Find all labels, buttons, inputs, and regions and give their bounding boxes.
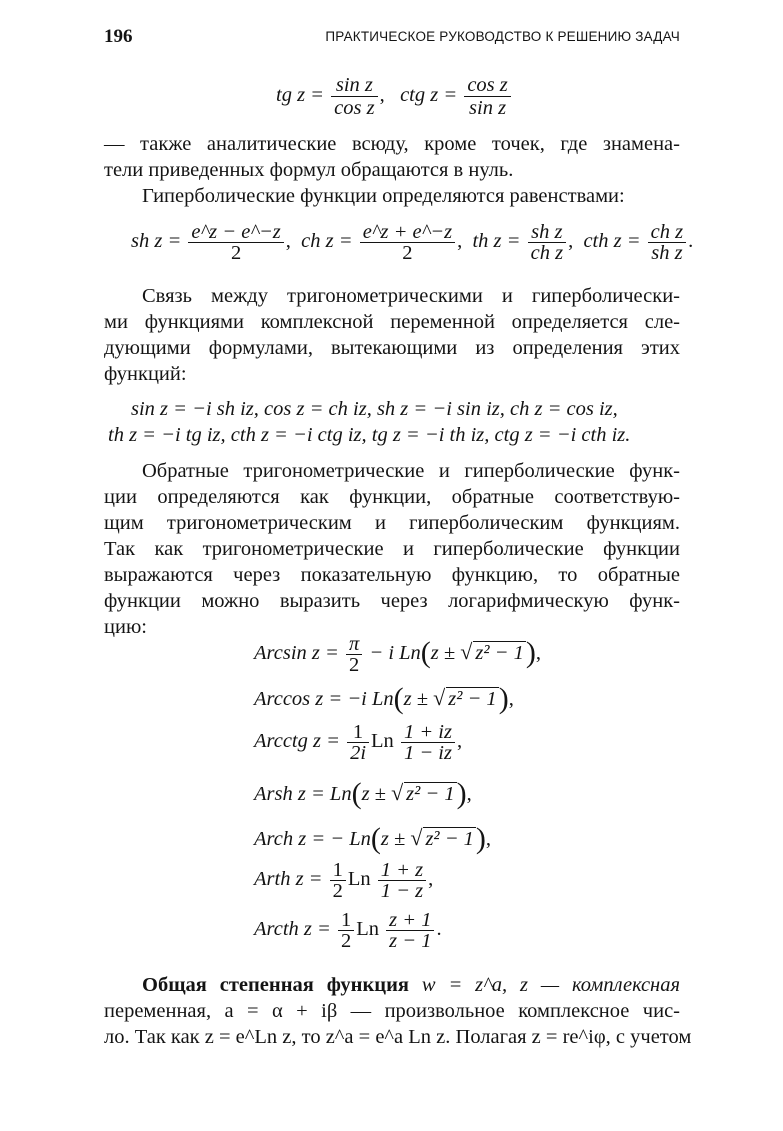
th-fraction: [528, 222, 566, 263]
arcth-den: z − 1: [389, 930, 432, 952]
para4-line4: Так как тригонометрические и гиперболические функции: [104, 538, 680, 560]
arcsin-ln: − i Ln: [369, 642, 421, 665]
ctg-denominator: sin z: [469, 97, 507, 119]
arcsin-sqrt: z² − 1: [475, 642, 524, 665]
arcctg-lhs: Arcctg z =: [254, 730, 340, 753]
cth-denominator: sh z: [651, 242, 683, 264]
para4-line6: функции можно выразить через логарифмическую функ-: [104, 590, 680, 612]
relations-line1: sin z = −i sh iz, cos z = ch iz, sh z = −i sin iz, ch z = cos iz,: [131, 398, 618, 420]
arcsin-pi-den: 2: [348, 654, 360, 676]
arsh-sqrt: z² − 1: [406, 783, 455, 805]
ctg-lhs: ctg z =: [400, 84, 458, 107]
para5-line2: переменная, a = α + iβ — произвольное комплексное чис-: [104, 1000, 680, 1022]
arcctg-coef-num: 1: [347, 722, 369, 743]
para3-line4: функций:: [104, 363, 187, 385]
para3-line2: ми функциями комплексной переменной определяется сле-: [104, 311, 680, 333]
formula-arch: Arch z = − Ln(z ± √ z² − 1),: [254, 822, 492, 855]
sh-denominator: 2: [230, 242, 242, 264]
arsh-lhs: Arsh z = Ln: [254, 783, 352, 805]
arch-end: ,: [485, 828, 492, 850]
arch-inner: z ±: [380, 828, 406, 850]
para3-line3: дующими формулами, вытекающими из определения этих: [104, 337, 680, 359]
sh-fraction: [188, 222, 283, 263]
arcctg-end: ,: [456, 730, 463, 753]
para5-line1-rest: w = z^a, z — комплексная: [421, 974, 681, 996]
relations-line2: th z = −i tg iz, cth z = −i ctg iz, tg z = −i th iz, ctg z = −i cth iz.: [108, 424, 631, 446]
arth-coef-den: 2: [332, 880, 343, 902]
para4-line5: выражаются через показательную функцию, то обратные: [104, 564, 680, 586]
arcth-coef-num: 1: [338, 910, 354, 931]
formula-arccos: Arccos z = −i Ln(z ± √ z² − 1),: [254, 682, 514, 715]
arcth-fraction: [386, 910, 434, 951]
arcctg-den: 1 − iz: [403, 742, 452, 764]
formula-arth: [254, 860, 433, 901]
sh-lhs: sh z =: [131, 230, 182, 253]
para4-line1: Обратные тригонометрические и гиперболические функ-: [142, 460, 680, 482]
para1-line2: тели приведенных формул обращаются в нуль.: [104, 159, 514, 181]
para1-line1: — также аналитические всюду, кроме точек, где знамена-: [104, 133, 680, 155]
arth-ln: Ln: [347, 868, 371, 891]
th-numerator: sh z: [528, 222, 566, 243]
arth-coef-fraction: [330, 860, 346, 901]
para3-line1: Связь между тригонометрическими и гиперболически-: [142, 285, 680, 307]
th-lhs: th z =: [472, 230, 521, 253]
tg-fraction: [331, 74, 377, 119]
arth-coef-num: 1: [330, 860, 346, 881]
arth-fraction: [378, 860, 426, 901]
arccos-lhs: Arccos z = −i Ln: [254, 688, 394, 710]
arch-sqrt: z² − 1: [425, 828, 474, 850]
tg-lhs: tg z =: [276, 84, 325, 107]
arcsin-end: ,: [535, 642, 541, 665]
cth-numerator: ch z: [648, 222, 686, 243]
arcsin-pi-num: π: [346, 634, 362, 655]
cth-fraction: [648, 222, 686, 263]
para5-bold-lead: Общая степенная функция: [142, 974, 409, 996]
sh-numerator: e^z − e^−z: [188, 222, 283, 243]
arccos-end: ,: [508, 688, 514, 710]
formula-arcsin: Arcsin z = $\frac{\pi}{2}$ − i Ln(z ± √ z² − 1),: [254, 633, 541, 676]
page-number: 196: [104, 26, 133, 47]
para5-line3: ло. Так как z = e^Ln z, то z^a = e^a Ln z. Полагая z = re^iφ, с учетом: [104, 1026, 692, 1048]
para4-line7: цию:: [104, 616, 147, 638]
arth-num: 1 + z: [378, 860, 426, 881]
arcsin-inner: z ±: [430, 642, 456, 665]
formula-tg-ctg: [276, 74, 513, 119]
formula-arcth: [254, 910, 442, 951]
ch-denominator: 2: [402, 242, 413, 264]
arcth-ln: Ln: [356, 918, 380, 941]
arcsin-pi-fraction: [346, 634, 362, 675]
page-header: [104, 26, 680, 50]
arcsin-lhs: Arcsin z =: [254, 642, 339, 665]
arcth-end: .: [436, 918, 442, 941]
arcctg-fraction: [401, 722, 455, 763]
formula-hyperbolic: sh z = $\frac{e\^{}z - e\^{}-z}{2}$ , ch z = $\frac{e\^{}z + e\^{}-z}{2}$ , th z = $\frac{\text{sh z}}{\text{ch z}}$ , cth z = $\frac{\text{ch z}}{\text{sh z}}$ .: [131, 221, 694, 264]
arth-end: ,: [428, 868, 434, 891]
arth-den: 1 − z: [380, 880, 424, 902]
ch-lhs: ch z =: [301, 230, 353, 253]
para5-line1: [142, 972, 680, 998]
arcctg-ln: Ln: [371, 730, 394, 753]
arcth-lhs: Arcth z =: [254, 918, 331, 941]
tg-separator: ,: [379, 84, 385, 107]
ch-numerator: e^z + e^−z: [360, 222, 455, 243]
arsh-inner: z ±: [361, 783, 386, 805]
arth-lhs: Arth z =: [254, 868, 323, 891]
running-title: ПРАКТИЧЕСКОЕ РУКОВОДСТВО К РЕШЕНИЮ ЗАДАЧ: [325, 29, 680, 44]
tg-numerator: sin z: [331, 74, 377, 97]
arcth-num: z + 1: [386, 910, 434, 931]
para2: Гиперболические функции определяются равенствами:: [142, 185, 625, 207]
para4-line2: ции определяются как функции, обратные соответствую-: [104, 486, 680, 508]
arcctg-num: 1 + iz: [401, 722, 455, 743]
formula-arcctg: [254, 722, 462, 763]
tg-denominator: cos z: [334, 97, 375, 119]
arcth-coef-den: 2: [340, 930, 352, 952]
ctg-fraction: [464, 74, 510, 119]
ctg-numerator: cos z: [464, 74, 510, 97]
arcth-coef-fraction: [338, 910, 354, 951]
th-denominator: ch z: [530, 242, 564, 264]
ch-fraction: [360, 222, 455, 263]
arcctg-coef-fraction: [347, 722, 369, 763]
arcctg-coef-den: 2i: [350, 742, 367, 764]
para4-line3: щим тригонометрическим и гиперболическим функциям.: [104, 512, 680, 534]
arccos-inner: z ±: [403, 688, 429, 710]
formula-arsh: Arsh z = Ln(z ± √ z² − 1),: [254, 777, 472, 810]
arsh-end: ,: [466, 783, 472, 805]
cth-lhs: cth z =: [583, 230, 641, 253]
arch-lhs: Arch z = − Ln: [254, 828, 371, 850]
arccos-sqrt: z² − 1: [448, 688, 497, 710]
